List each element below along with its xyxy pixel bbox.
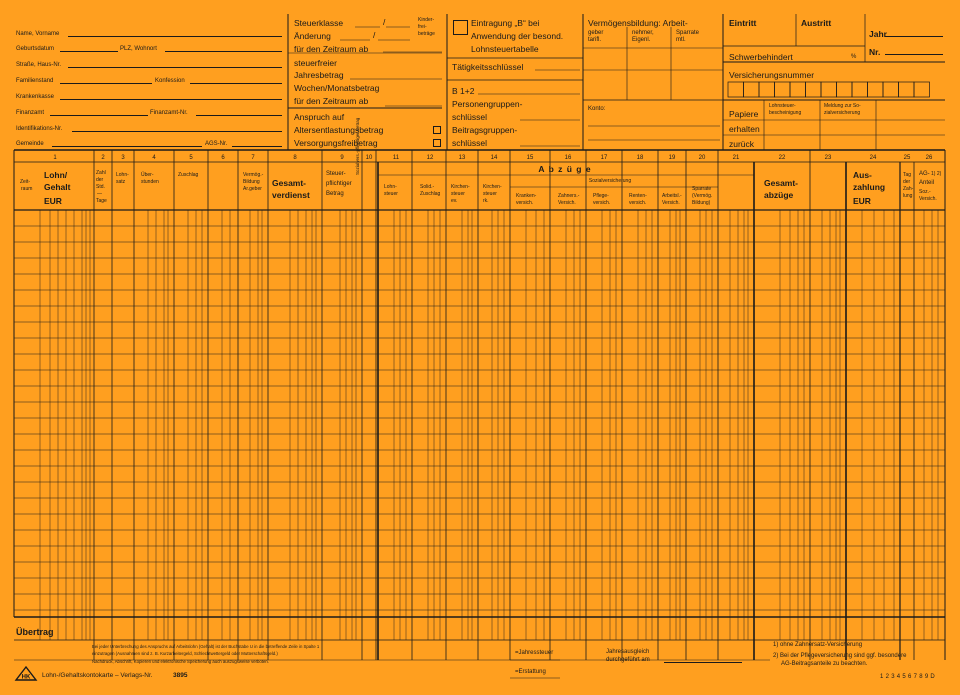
ags-number-field[interactable] [232, 146, 282, 147]
column-number-9: 9 [340, 155, 344, 161]
period-from-label-2: für den Zeitraum ab [294, 96, 369, 106]
column-number-24: 24 [869, 155, 877, 161]
entry-date-label: Eintritt [729, 18, 757, 28]
family-status-field[interactable] [60, 83, 152, 84]
column-number-21: 21 [732, 155, 740, 161]
col1-period-label-1: Zeit- [20, 179, 30, 185]
street-label: Straße, Haus-Nr. [16, 62, 62, 68]
col26-label-1: AG- [919, 171, 930, 177]
tax-certificate-label-2: bescheinigung [769, 110, 802, 116]
tax-office-label: Finanzamt [16, 110, 45, 116]
carry-over-label: Übertrag [16, 627, 54, 637]
form-title: Lohn-/Gehaltskontokarte – Verlags-Nr. [42, 672, 153, 679]
column-number-7: 7 [251, 155, 255, 161]
activity-key-label: Tätigkeitsschlüssel [452, 62, 524, 72]
col13-label-1: Kirchen- [451, 184, 470, 190]
column-number-13: 13 [458, 155, 466, 161]
column-number-1: 1 [53, 155, 57, 161]
publisher-logo-icon [14, 664, 38, 682]
col22-label-1: Gesamt- [764, 178, 799, 188]
social-report-label-1: Meldung zur So- [824, 103, 861, 109]
col1-period-label-2: raum [21, 186, 33, 192]
col26-label-3: Soz.- [919, 189, 931, 195]
col7-label-3: Ar.geber [243, 186, 262, 192]
health-insurance-label: Krankenkasse [16, 94, 55, 100]
year-label: Jahr [869, 29, 887, 39]
social-report-label-2: zialversicherung [824, 110, 861, 116]
age-relief-checkbox[interactable] [433, 126, 441, 134]
column-number-11: 11 [392, 155, 400, 161]
col3-label-2: satz [116, 179, 126, 185]
percent-label: % [851, 54, 857, 60]
col13-label-3: ev. [451, 198, 458, 204]
col8-label-2: verdienst [272, 190, 310, 200]
interruption-note-1: Bei jeder Unterbrechung des Anspruchs auf Arbeitslohn (Gehalt) ist der Buchstabe U in die betreffende Zeile in Spalte 1 [92, 644, 320, 649]
weekly-monthly-label: Wochen/Monatsbetrag [294, 83, 380, 93]
col24-label-1: Aus- [853, 170, 872, 180]
returned-label: zurück [729, 139, 755, 149]
col4-label-1: Über- [141, 172, 154, 178]
col9-label-1: Steuer- [326, 171, 346, 177]
col16-label-1: Zahners.- [558, 193, 580, 199]
refund-label: =Erstattung [515, 669, 546, 675]
age-relief-label: Altersentlastungsbetrag [294, 125, 384, 135]
tax-class-slash: / [383, 17, 386, 27]
column-number-17: 17 [600, 155, 608, 161]
col8-label-1: Gesamt- [272, 178, 307, 188]
column-number-15: 15 [526, 155, 534, 161]
col20-label-1: Sparrate [692, 186, 712, 192]
col26-label-2: Anteil [919, 180, 935, 186]
column-number-20: 20 [698, 155, 706, 161]
tax-office-field[interactable] [50, 115, 148, 116]
col14-label-3: rk. [483, 198, 489, 204]
copyright-note: Nachdruck, Abschrift, Kopieren und elektronische Speicherung auch auszugsweise verboten. [92, 659, 269, 664]
entry-b-label-3: Lohnsteuertabelle [471, 44, 539, 54]
identification-number-label: Identifikations-Nr. [16, 126, 63, 132]
year-field[interactable] [885, 36, 943, 37]
col18-label-2: versich. [629, 200, 647, 206]
col3-label-1: Lohn- [116, 172, 129, 178]
pension-allowance-checkbox[interactable] [433, 139, 441, 147]
column-number-2: 2 [101, 155, 105, 161]
col9-label-2: pflichtiger [326, 181, 352, 187]
col19-label-2: Versich. [662, 200, 680, 206]
annual-tax-label: =Jahressteuer [515, 650, 554, 656]
column-number-23: 23 [824, 155, 832, 161]
name-label: Name, Vorname [16, 31, 60, 37]
col2-label-4: — [97, 191, 102, 197]
footnote-2-line-1: 2) Bei der Pflegeversicherung sind ggf. besondere [773, 653, 907, 659]
change-label: Änderung [294, 31, 331, 41]
col22-label-2: abzüge [764, 190, 794, 200]
col11-label-1: Lohn- [384, 184, 397, 190]
wealth-employee-label-2: Eigenl. [632, 37, 651, 43]
severely-disabled-label: Schwerbehindert [729, 52, 793, 62]
period-from-label-1: für den Zeitraum ab [294, 44, 369, 54]
footnote-1: 1) ohne Zahnersatz-Versicherung [773, 642, 863, 648]
col9-label-3: Betrag [326, 191, 344, 197]
col20-label-2: (Vermög. [692, 193, 713, 199]
street-field[interactable] [68, 67, 282, 68]
col15-label-1: Kranken- [516, 193, 537, 199]
column-number-4: 4 [152, 155, 156, 161]
annual-adjustment-label-2: durchgeführt am [606, 657, 650, 663]
plz-field[interactable] [165, 51, 282, 52]
annual-amount-label: Jahresbetrag [294, 70, 344, 80]
col25-label-3: Zah- [903, 186, 914, 192]
column-number-5: 5 [189, 155, 193, 161]
col25-label-4: lung [903, 193, 913, 199]
column-number-12: 12 [426, 155, 434, 161]
col24-label-3: EUR [853, 196, 871, 206]
col19-label-1: Arbeitsl.- [662, 193, 682, 199]
tax-certificate-label-1: Lohnsteuer- [769, 103, 796, 109]
column-number-25: 25 [903, 155, 911, 161]
col18-label-1: Renten- [629, 193, 647, 199]
entry-b-checkbox[interactable] [453, 20, 468, 35]
column-number-8: 8 [293, 155, 297, 161]
identification-number-field[interactable] [72, 131, 282, 132]
person-group-key-label-2: schlüssel [452, 112, 487, 122]
col16-label-2: Versich. [558, 200, 576, 206]
col11-label-2: steuer [384, 191, 398, 197]
annual-adjustment-date-field[interactable] [664, 662, 742, 663]
col1-eur-label: EUR [44, 196, 62, 206]
municipality-field[interactable] [52, 146, 202, 147]
birthdate-field[interactable] [60, 51, 118, 52]
birthdate-label: Geburtsdatum [16, 46, 55, 52]
revision-digits: 1 2 3 4 5 6 7 8 9 D [880, 674, 936, 680]
col17-label-1: Pflege- [593, 193, 609, 199]
col2-label-2: der [96, 177, 104, 183]
col15-label-2: versich. [516, 200, 534, 206]
col13-label-2: steuer [451, 191, 465, 197]
col10-label: Sozialvers.-pflichtiger Betrag [355, 117, 360, 175]
wealth-savings-label-2: mtl. [676, 37, 686, 43]
footnote-2-line-2: AG-Beitragsanteile zu beachten. [781, 661, 868, 667]
column-number-19: 19 [668, 155, 676, 161]
column-number-26: 26 [925, 155, 933, 161]
confession-field[interactable] [190, 83, 282, 84]
col1-wage-label-2: Gehalt [44, 182, 71, 192]
col25-label-1: Tag [903, 172, 912, 178]
child-allowance-label-2: frei- [418, 24, 427, 30]
b12-label: B 1+2 [452, 86, 475, 96]
child-allowance-label-3: beträge [418, 31, 435, 37]
col12-label-1: Solid.- [420, 184, 435, 190]
deductions-heading: A b z ü g e [538, 164, 592, 174]
publisher-logo-text: HK [21, 674, 31, 681]
name-field[interactable] [68, 36, 282, 37]
wealth-employee-label-1: nehmer, [632, 30, 654, 36]
wealth-employer-label-2: tarifl. [588, 37, 602, 43]
col20-label-3: Bildung) [692, 200, 711, 206]
col12-label-2: Zuschlag [420, 191, 441, 197]
family-status-label: Familienstand [16, 78, 54, 84]
person-group-key-label-1: Personengruppen- [452, 99, 523, 109]
col14-label-2: steuer [483, 191, 497, 197]
entry-b-label-2: Anwendung der besond. [471, 31, 564, 41]
exit-date-label: Austritt [801, 18, 832, 28]
annual-adjustment-label-1: Jahresausgleich [606, 649, 650, 655]
column-number-10: 10 [365, 155, 373, 161]
col5-label: Zuschlag [178, 172, 199, 178]
col24-label-2: zahlung [853, 182, 886, 192]
col2-label-3: Std. [96, 184, 105, 190]
col4-label-2: stunden [141, 179, 159, 185]
col14-label-1: Kirchen- [483, 184, 502, 190]
claim-label: Anspruch auf [294, 112, 345, 122]
child-allowance-label-1: Kinder- [418, 17, 435, 23]
contribution-group-key-label-2: schlüssel [452, 138, 487, 148]
papers-label: Papiere [729, 109, 759, 119]
col25-label-2: der [903, 179, 911, 185]
account-label: Konto: [588, 106, 606, 112]
number-label: Nr. [869, 47, 881, 57]
col17-label-2: versich. [593, 200, 611, 206]
change-slash: / [373, 30, 376, 40]
number-field[interactable] [885, 54, 943, 55]
plz-label: PLZ, Wohnort [120, 46, 157, 52]
tax-free-label: steuerfreier [294, 58, 337, 68]
social-insurance-heading: Sozialversicherung [588, 178, 632, 184]
pension-allowance-label: Versorgungsfreibetrag [294, 138, 378, 148]
column-number-18: 18 [636, 155, 644, 161]
column-number-6: 6 [221, 155, 225, 161]
contribution-group-key-label-1: Beitragsgruppen- [452, 125, 518, 135]
entry-b-label-1: Eintragung „B“ bei [471, 18, 540, 28]
interruption-note-2: einzutragen (Ausnahmen sind z. B. Kurzarbeitergeld, Schlechtwettergeld oder Mutterschaftsgeld.) [92, 651, 278, 656]
tax-office-number-label: Finanzamt-Nr. [150, 110, 188, 116]
col2-label-1: Zahl [96, 170, 106, 176]
col7-label-2: Bildung [243, 179, 260, 185]
tax-office-number-field[interactable] [196, 115, 282, 116]
wealth-savings-label-1: Sparrate [676, 30, 700, 36]
wealth-formation-title: Vermögensbildung: Arbeit- [588, 18, 688, 28]
form-number: 3895 [173, 672, 188, 679]
column-number-14: 14 [490, 155, 498, 161]
column-number-3: 3 [121, 155, 125, 161]
column-number-16: 16 [564, 155, 572, 161]
confession-label: Konfession [155, 78, 185, 84]
col7-label-1: Vermög.- [243, 172, 264, 178]
insurance-number-label: Versicherungsnummer [729, 70, 815, 80]
col2-label-5: Tage [96, 198, 107, 204]
ags-number-label: AGS-Nr. [205, 141, 228, 147]
col26-label-4: Versich. [919, 196, 937, 202]
received-label: erhalten [729, 124, 760, 134]
col26-footnote-marks: 1) 2) [931, 171, 942, 177]
wealth-employer-label-1: geber [588, 30, 604, 36]
col1-wage-label-1: Lohn/ [44, 170, 68, 180]
health-insurance-field[interactable] [60, 99, 282, 100]
tax-class-label: Steuerklasse [294, 18, 344, 28]
column-number-22: 22 [778, 155, 786, 161]
municipality-label: Gemeinde [16, 141, 44, 147]
